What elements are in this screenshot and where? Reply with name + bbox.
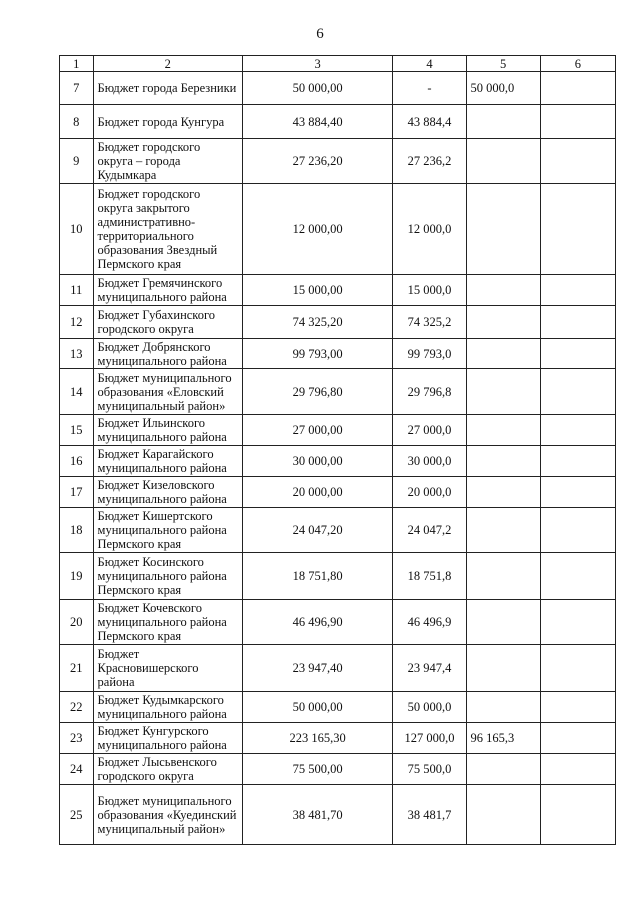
row-number: 14 (60, 369, 94, 415)
table-row (60, 139, 616, 184)
amount-col3: 43 884,40 (242, 105, 392, 139)
amount-col3: 23 947,40 (242, 645, 392, 692)
budget-name: Бюджет Кунгурского муниципального района (93, 723, 242, 754)
budget-name: Бюджет городского округа закрытого административно-территориального образования Звездный Пермского края (93, 184, 242, 275)
row-number: 19 (60, 553, 94, 600)
amount-col6 (540, 723, 615, 754)
budget-name: Бюджет Ильинского муниципального района (93, 415, 242, 446)
table-row (60, 477, 616, 508)
budget-name: Бюджет Косинского муниципального района Пермского края (93, 553, 242, 600)
column-header-2: 2 (93, 56, 242, 72)
amount-col4: 20 000,0 (393, 477, 466, 508)
amount-col3: 75 500,00 (242, 754, 392, 785)
amount-col5 (466, 339, 540, 369)
table-row (60, 105, 616, 139)
budget-name: Бюджет Гремячинского муниципального района (93, 275, 242, 306)
amount-col4: 29 796,8 (393, 369, 466, 415)
amount-col3: 24 047,20 (242, 508, 392, 553)
amount-col6 (540, 369, 615, 415)
row-number: 20 (60, 600, 94, 645)
amount-col5 (466, 184, 540, 275)
amount-col5 (466, 692, 540, 723)
budget-name: Бюджет города Кунгура (93, 105, 242, 139)
amount-col4: 12 000,0 (393, 184, 466, 275)
row-number: 22 (60, 692, 94, 723)
budget-name: Бюджет Кишертского муниципального района Пермского края (93, 508, 242, 553)
table-row (60, 508, 616, 553)
table-row (60, 785, 616, 845)
table-row (60, 72, 616, 105)
table-row (60, 306, 616, 339)
amount-col3: 46 496,90 (242, 600, 392, 645)
budget-name: Бюджет Кудымкарского муниципального района (93, 692, 242, 723)
amount-col3: 50 000,00 (242, 72, 392, 105)
table-row (60, 446, 616, 477)
row-number: 16 (60, 446, 94, 477)
table-row (60, 692, 616, 723)
amount-col3: 50 000,00 (242, 692, 392, 723)
row-number: 7 (60, 72, 94, 105)
amount-col3: 223 165,30 (242, 723, 392, 754)
amount-col5 (466, 105, 540, 139)
amount-col6 (540, 692, 615, 723)
amount-col4: 74 325,2 (393, 306, 466, 339)
table-row (60, 415, 616, 446)
amount-col4: 23 947,4 (393, 645, 466, 692)
amount-col5 (466, 477, 540, 508)
amount-col6 (540, 754, 615, 785)
amount-col4: 24 047,2 (393, 508, 466, 553)
amount-col6 (540, 339, 615, 369)
table-row (60, 723, 616, 754)
table-row (60, 600, 616, 645)
row-number: 17 (60, 477, 94, 508)
amount-col5 (466, 754, 540, 785)
amount-col3: 74 325,20 (242, 306, 392, 339)
amount-col4: - (393, 72, 466, 105)
amount-col6 (540, 477, 615, 508)
row-number: 13 (60, 339, 94, 369)
budget-table (59, 55, 616, 845)
amount-col4: 27 236,2 (393, 139, 466, 184)
table-row (60, 339, 616, 369)
budget-name: Бюджет муниципального образования «Куединский муниципальный район» (93, 785, 242, 845)
amount-col5 (466, 553, 540, 600)
amount-col4: 43 884,4 (393, 105, 466, 139)
amount-col4: 27 000,0 (393, 415, 466, 446)
budget-name: Бюджет города Березники (93, 72, 242, 105)
amount-col5 (466, 369, 540, 415)
amount-col5 (466, 275, 540, 306)
amount-col5 (466, 139, 540, 184)
amount-col6 (540, 446, 615, 477)
amount-col6 (540, 72, 615, 105)
table-row (60, 754, 616, 785)
amount-col4: 15 000,0 (393, 275, 466, 306)
table-row (60, 184, 616, 275)
amount-col5: 96 165,3 (466, 723, 540, 754)
budget-name: Бюджет Кизеловского муниципального района (93, 477, 242, 508)
row-number: 24 (60, 754, 94, 785)
amount-col6 (540, 508, 615, 553)
amount-col5 (466, 600, 540, 645)
row-number: 23 (60, 723, 94, 754)
amount-col3: 12 000,00 (242, 184, 392, 275)
column-header-3: 3 (242, 56, 392, 72)
amount-col4: 127 000,0 (393, 723, 466, 754)
amount-col6 (540, 139, 615, 184)
column-header-4: 4 (393, 56, 466, 72)
table-row (60, 553, 616, 600)
header-row (60, 56, 616, 72)
column-header-6: 6 (540, 56, 615, 72)
amount-col5 (466, 645, 540, 692)
row-number: 15 (60, 415, 94, 446)
amount-col3: 38 481,70 (242, 785, 392, 845)
amount-col3: 27 000,00 (242, 415, 392, 446)
row-number: 18 (60, 508, 94, 553)
row-number: 12 (60, 306, 94, 339)
amount-col6 (540, 600, 615, 645)
amount-col6 (540, 415, 615, 446)
budget-name: Бюджет Красновишерского района (93, 645, 242, 692)
amount-col5: 50 000,0 (466, 72, 540, 105)
amount-col6 (540, 306, 615, 339)
amount-col4: 50 000,0 (393, 692, 466, 723)
row-number: 10 (60, 184, 94, 275)
budget-name: Бюджет городского округа – города Кудымкара (93, 139, 242, 184)
amount-col3: 18 751,80 (242, 553, 392, 600)
amount-col3: 30 000,00 (242, 446, 392, 477)
row-number: 11 (60, 275, 94, 306)
budget-name: Бюджет Лысьвенского городского округа (93, 754, 242, 785)
column-header-5: 5 (466, 56, 540, 72)
row-number: 25 (60, 785, 94, 845)
table-row (60, 645, 616, 692)
column-header-1: 1 (60, 56, 94, 72)
amount-col3: 99 793,00 (242, 339, 392, 369)
budget-name: Бюджет Карагайского муниципального района (93, 446, 242, 477)
row-number: 9 (60, 139, 94, 184)
amount-col6 (540, 553, 615, 600)
amount-col4: 30 000,0 (393, 446, 466, 477)
amount-col5 (466, 306, 540, 339)
row-number: 21 (60, 645, 94, 692)
amount-col6 (540, 184, 615, 275)
budget-name: Бюджет муниципального образования «Еловский муниципальный район» (93, 369, 242, 415)
budget-name: Бюджет Кочевского муниципального района Пермского края (93, 600, 242, 645)
amount-col6 (540, 645, 615, 692)
amount-col5 (466, 415, 540, 446)
amount-col6 (540, 785, 615, 845)
row-number: 8 (60, 105, 94, 139)
budget-name: Бюджет Добрянского муниципального района (93, 339, 242, 369)
amount-col5 (466, 508, 540, 553)
amount-col3: 20 000,00 (242, 477, 392, 508)
budget-name: Бюджет Губахинского городского округа (93, 306, 242, 339)
amount-col4: 38 481,7 (393, 785, 466, 845)
amount-col6 (540, 105, 615, 139)
amount-col4: 75 500,0 (393, 754, 466, 785)
amount-col4: 18 751,8 (393, 553, 466, 600)
amount-col3: 29 796,80 (242, 369, 392, 415)
amount-col3: 27 236,20 (242, 139, 392, 184)
amount-col4: 46 496,9 (393, 600, 466, 645)
table-row (60, 275, 616, 306)
table-row (60, 369, 616, 415)
amount-col6 (540, 275, 615, 306)
page-number: 6 (316, 26, 324, 42)
amount-col4: 99 793,0 (393, 339, 466, 369)
amount-col5 (466, 446, 540, 477)
amount-col3: 15 000,00 (242, 275, 392, 306)
amount-col5 (466, 785, 540, 845)
